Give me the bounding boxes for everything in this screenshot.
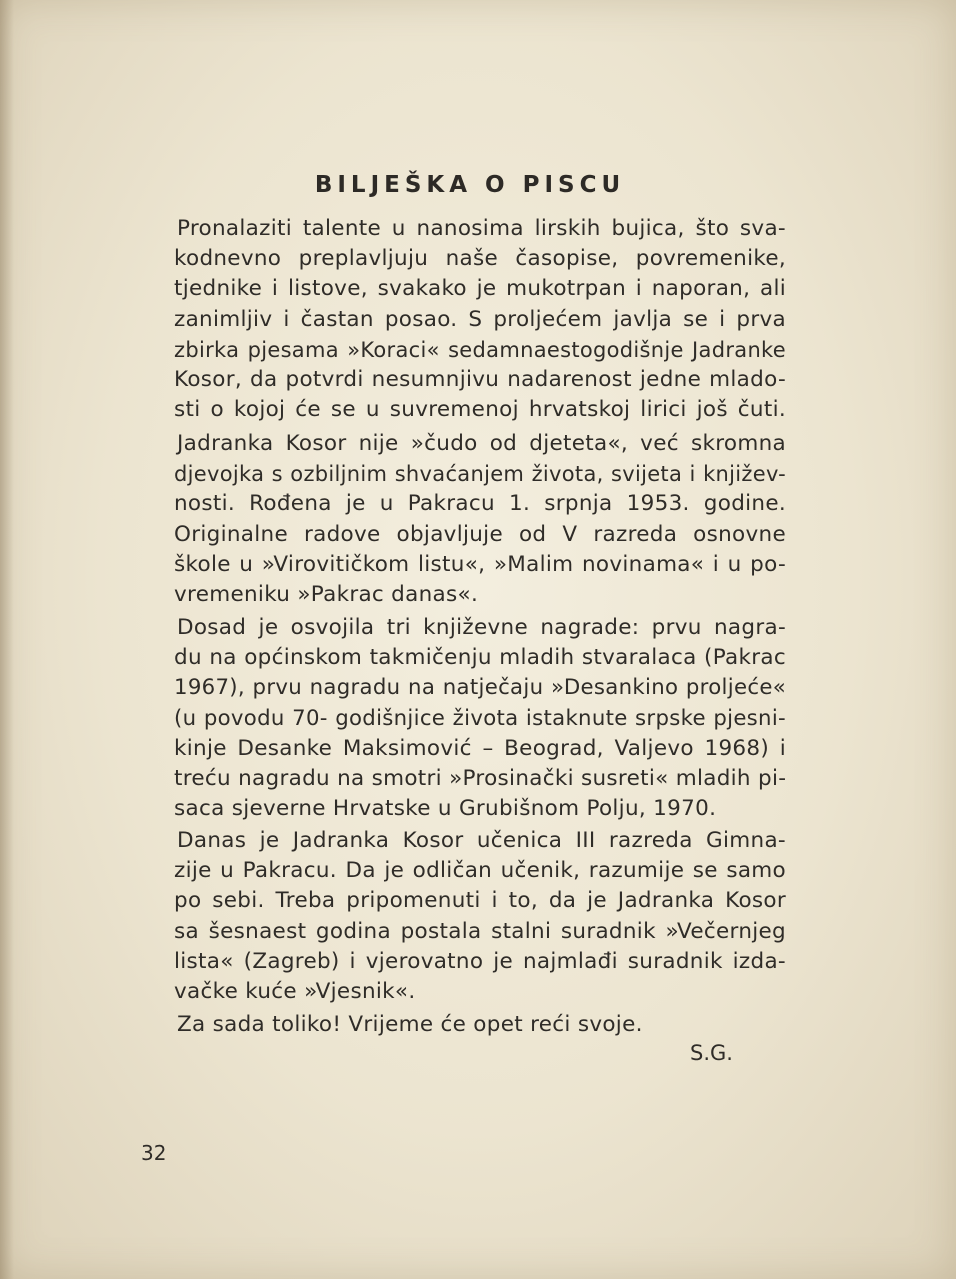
text-line: kodnevno preplavljuju naše časopise, povremenike,: [174, 246, 786, 272]
paragraph-4: [174, 826, 786, 1007]
text-line: sa šesnaest godina postala stalni suradnik »Večernjeg: [174, 918, 786, 944]
paragraph-2: [174, 429, 786, 610]
text-line: Pronalaziti talente u nanosima lirskih bujica, što sva-: [177, 216, 786, 241]
page-number: 32: [141, 1141, 167, 1165]
text-line: zbirka pjesama »Koraci« sedamnaestogodišnje Jadranke: [174, 337, 786, 362]
text-line: vremeniku »Pakrac danas«.: [174, 581, 479, 607]
text-line: treću nagradu na smotri »Prosinački susreti« mladih pi-: [174, 765, 787, 791]
text-line: 1967), prvu nagradu na natječaju »Desankino proljeće«: [174, 675, 786, 701]
text-line: lista« (Zagreb) i vjerovatno je najmlađi suradnik izda-: [174, 948, 786, 974]
paragraph-1: [174, 214, 786, 425]
text-line: zanimljiv i častan posao. S proljećem javlja se i prva: [174, 306, 786, 332]
text-line: sti o kojoj će se u suvremenoj hrvatskoj lirici još čuti.: [174, 397, 786, 423]
page-edge-shadow: [0, 0, 14, 1279]
text-line: Originalne radove objavljuje od V razreda osnovne: [174, 521, 786, 547]
text-line: Kosor, da potvrdi nesumnjivu nadarenost jedne mlado-: [174, 366, 786, 392]
text-line: kinje Desanke Maksimović – Beograd, Valjevo 1968) i: [174, 735, 786, 761]
text-line: saca sjeverne Hrvatske u Grubišnom Polju, 1970.: [174, 796, 717, 822]
text-line: Za sada toliko! Vrijeme će opet reći svoje.: [177, 1012, 643, 1037]
paragraph-5: [174, 1010, 786, 1040]
text-line: tjednike i listove, svakako je mukotrpan i naporan, ali: [174, 276, 786, 302]
author-signature: S.G.: [690, 1041, 733, 1065]
text-line: Jadranka Kosor nije »čudo od djeteta«, već skromna: [177, 431, 786, 456]
paragraph-3: [174, 613, 786, 824]
text-line: (u povodu 70- godišnjice života istaknute srpske pjesni-: [174, 705, 786, 731]
text-line: Danas je Jadranka Kosor učenica III razreda Gimna-: [177, 828, 786, 853]
text-line: du na općinskom takmičenju mladih stvaralaca (Pakrac: [174, 645, 786, 671]
text-line: nosti. Rođena je u Pakracu 1. srpnja 1953. godine.: [174, 491, 786, 517]
text-line: Dosad je osvojila tri književne nagrade: prvu nagra-: [177, 615, 786, 640]
text-line: škole u »Virovitičkom listu«, »Malim novinama« i u po-: [174, 551, 786, 577]
text-line: zije u Pakracu. Da je odličan učenik, razumije se samo: [174, 858, 786, 884]
text-line: djevojka s ozbiljnim shvaćanjem života, svijeta i književ-: [174, 462, 786, 487]
text-line: vačke kuće »Vjesnik«.: [174, 978, 416, 1004]
text-line: po sebi. Treba pripomenuti i to, da je Jadranka Kosor: [174, 888, 786, 914]
page-title: BILJEŠKA O PISCU: [314, 172, 626, 198]
